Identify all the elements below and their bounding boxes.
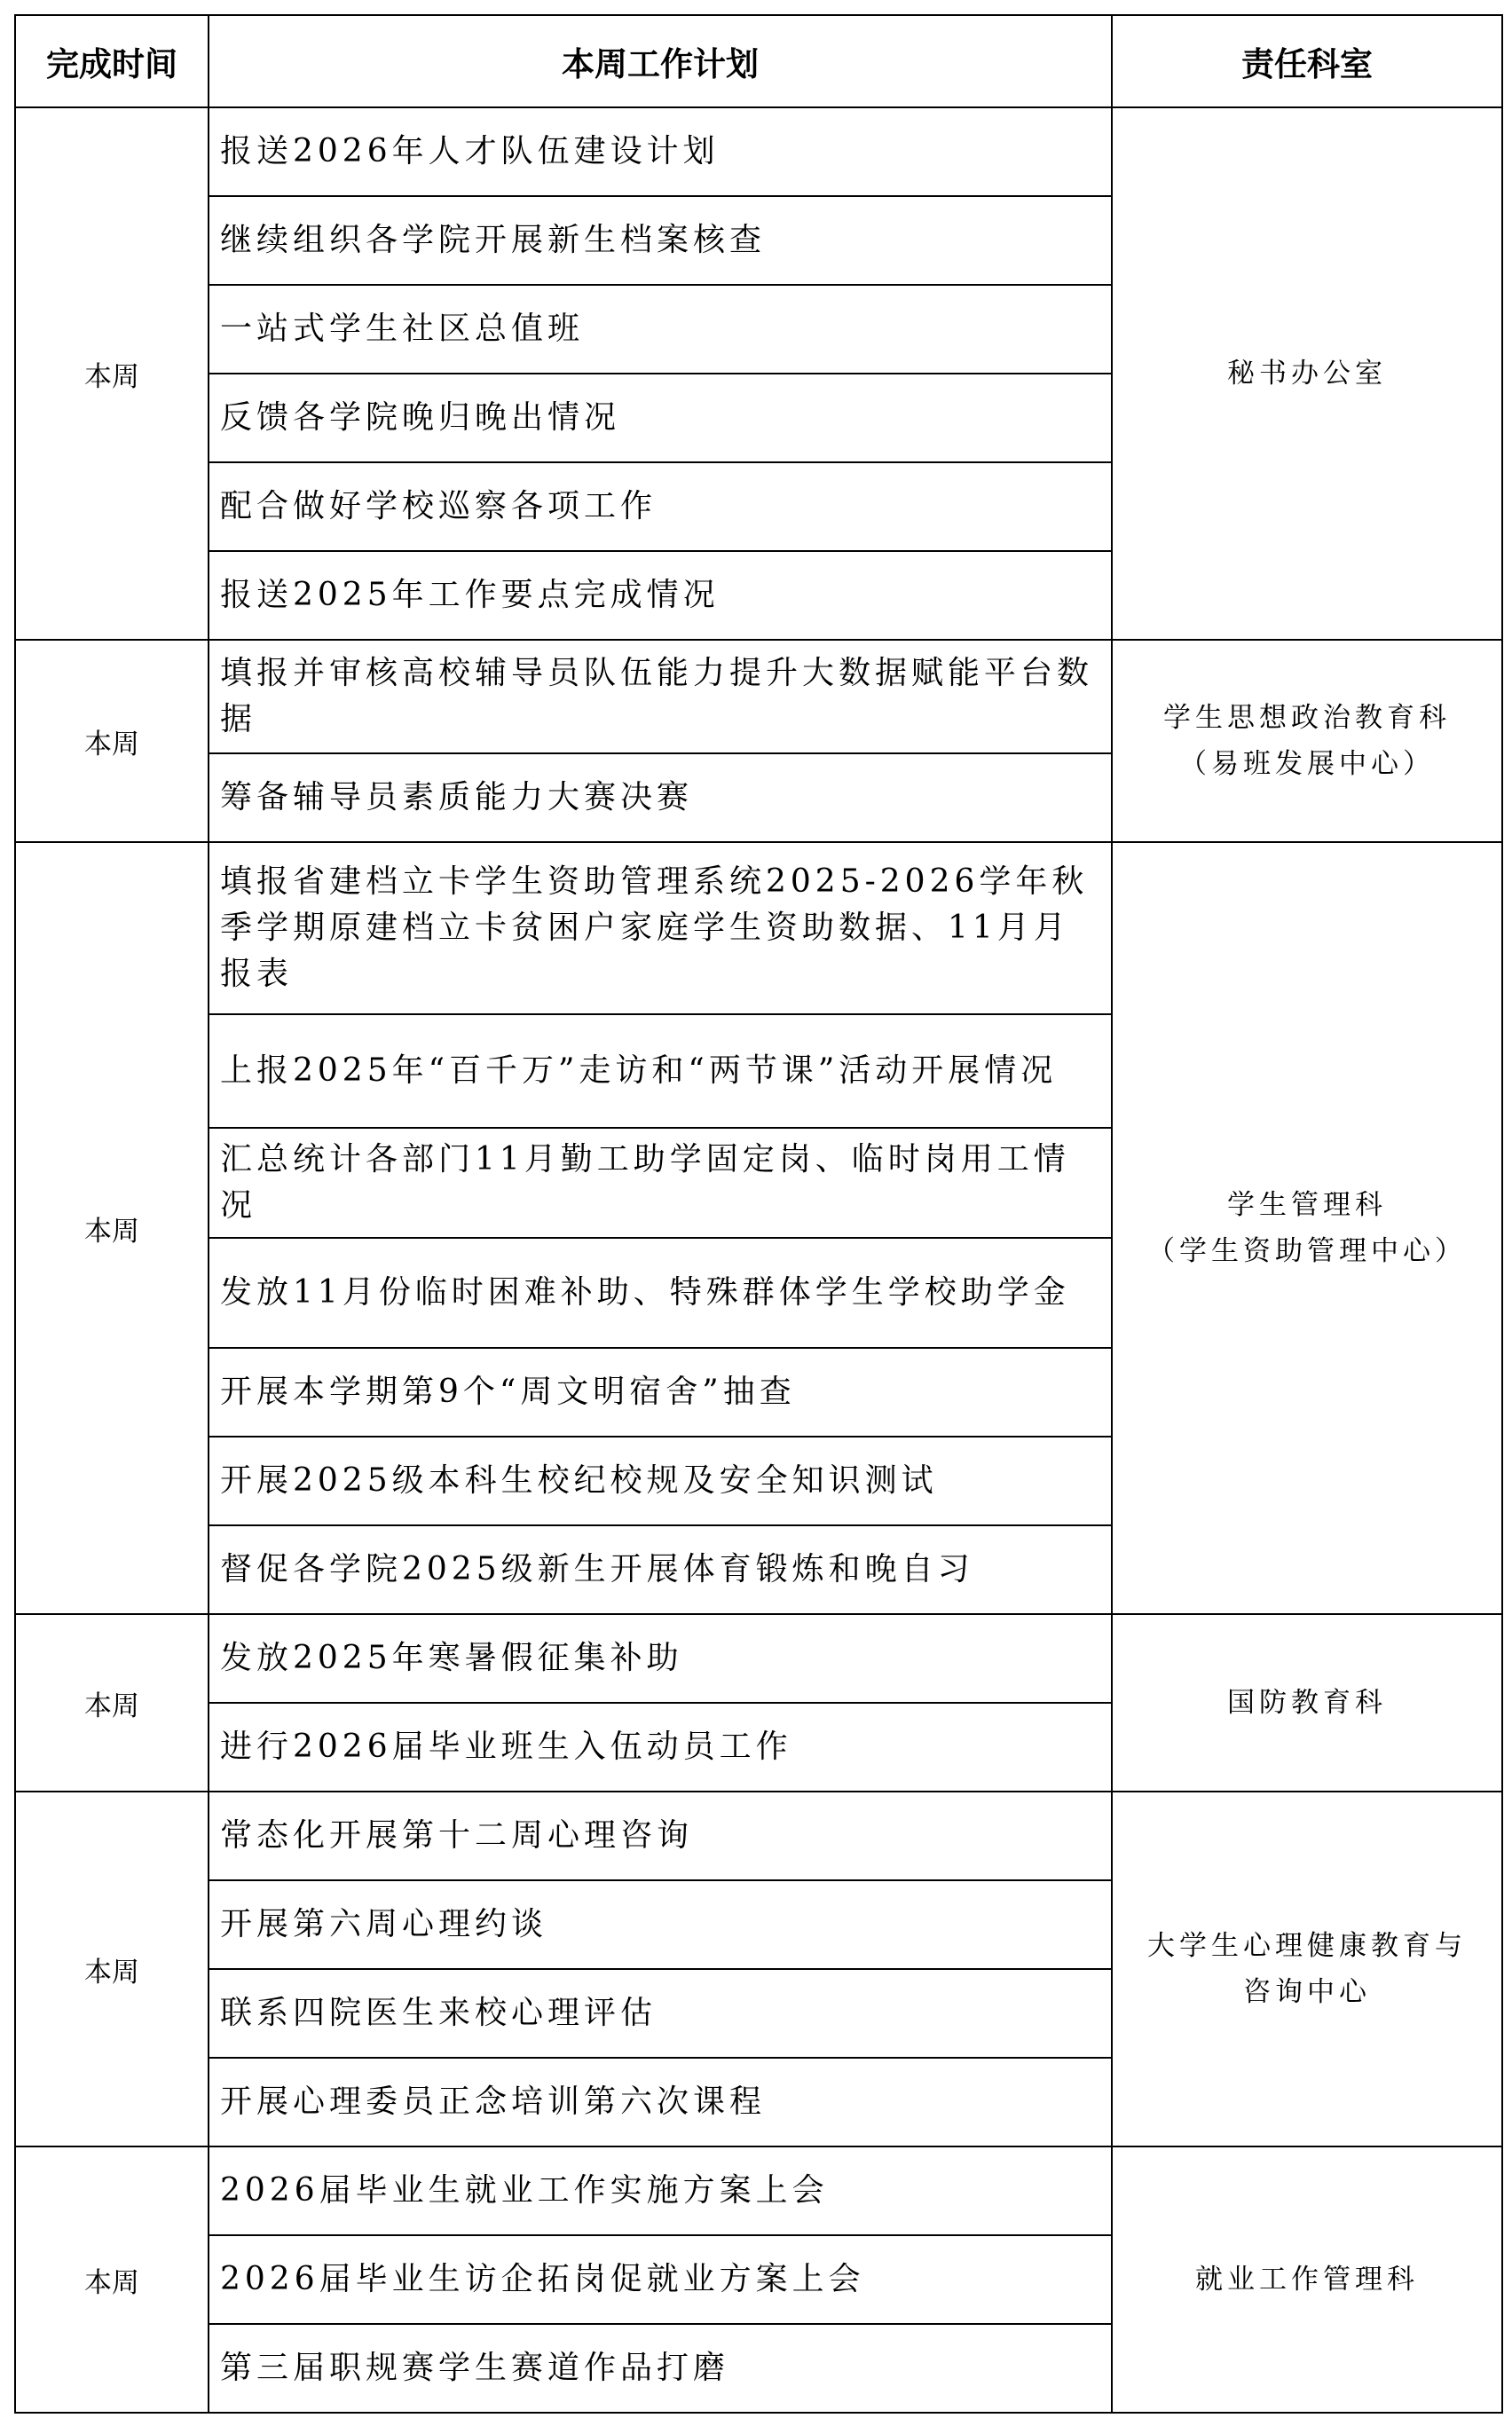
plan-item-cell: 发放11月份临时困难补助、特殊群体学生学校助学金: [209, 1238, 1112, 1348]
responsible-office-cell: [1112, 1792, 1502, 2146]
completion-time-cell: 本周: [15, 1614, 209, 1792]
plan-item-cell: 报送2026年人才队伍建设计划: [209, 107, 1112, 196]
office-name-line: 学生管理科: [1227, 1189, 1387, 1221]
header-weekly-plan: 本周工作计划: [209, 15, 1112, 107]
plan-item-cell: 配合做好学校巡察各项工作: [209, 462, 1112, 551]
table-row: [15, 640, 1502, 753]
plan-item-cell: 填报省建档立卡学生资助管理系统2025-2026学年秋季学期原建档立卡贫困户家庭学生资助数据、11月月报表: [209, 842, 1112, 1014]
office-name-line: 咨询中心: [1243, 1976, 1371, 2008]
completion-time-cell: 本周: [15, 2146, 209, 2413]
plan-item-cell: 常态化开展第十二周心理咨询: [209, 1792, 1112, 1880]
office-name-line: 大学生心理健康教育与: [1147, 1930, 1467, 1962]
completion-time-cell: 本周: [15, 1792, 209, 2146]
header-responsible-office: 责任科室: [1112, 15, 1502, 107]
completion-time-cell: 本周: [15, 107, 209, 640]
plan-item-cell: 填报并审核高校辅导员队伍能力提升大数据赋能平台数据: [209, 640, 1112, 753]
plan-item-cell: 上报2025年“百千万”走访和“两节课”活动开展情况: [209, 1014, 1112, 1128]
office-name-line: （易班发展中心）: [1179, 748, 1435, 780]
plan-item-cell: 进行2026届毕业班生入伍动员工作: [209, 1703, 1112, 1792]
plan-item-cell: 2026届毕业生访企拓岗促就业方案上会: [209, 2235, 1112, 2324]
plan-item-cell: 发放2025年寒暑假征集补助: [209, 1614, 1112, 1703]
responsible-office-cell: [1112, 1614, 1502, 1792]
office-name-line: 学生思想政治教育科: [1163, 702, 1451, 734]
completion-time-cell: 本周: [15, 640, 209, 842]
plan-item-cell: 反馈各学院晚归晚出情况: [209, 374, 1112, 462]
plan-item-cell: 汇总统计各部门11月勤工助学固定岗、临时岗用工情况: [209, 1128, 1112, 1238]
table-body: [15, 107, 1502, 2413]
plan-item-cell: 联系四院医生来校心理评估: [209, 1969, 1112, 2058]
work-plan-table: [14, 14, 1503, 2414]
responsible-office-cell: [1112, 2146, 1502, 2413]
plan-item-cell: 报送2025年工作要点完成情况: [209, 551, 1112, 640]
office-name-line: 秘书办公室: [1227, 358, 1387, 390]
plan-item-cell: 2026届毕业生就业工作实施方案上会: [209, 2146, 1112, 2235]
table-row: [15, 107, 1502, 196]
table-header-row: [15, 15, 1502, 107]
responsible-office-cell: [1112, 107, 1502, 640]
table-row: [15, 1792, 1502, 1880]
plan-item-cell: 开展2025级本科生校纪校规及安全知识测试: [209, 1437, 1112, 1525]
responsible-office-cell: [1112, 640, 1502, 842]
plan-item-cell: 开展心理委员正念培训第六次课程: [209, 2058, 1112, 2146]
table-row: [15, 2146, 1502, 2235]
header-completion-time: 完成时间: [15, 15, 209, 107]
plan-item-cell: 督促各学院2025级新生开展体育锻炼和晚自习: [209, 1525, 1112, 1614]
office-name-line: （学生资助管理中心）: [1147, 1235, 1467, 1267]
table-row: [15, 1614, 1502, 1703]
plan-item-cell: 开展第六周心理约谈: [209, 1880, 1112, 1969]
plan-item-cell: 开展本学期第9个“周文明宿舍”抽查: [209, 1348, 1112, 1437]
document-page: [14, 14, 1501, 2414]
office-name-line: 国防教育科: [1227, 1687, 1387, 1719]
plan-item-cell: 继续组织各学院开展新生档案核查: [209, 196, 1112, 285]
plan-item-cell: 一站式学生社区总值班: [209, 285, 1112, 374]
plan-item-cell: 第三届职规赛学生赛道作品打磨: [209, 2324, 1112, 2413]
completion-time-cell: 本周: [15, 842, 209, 1614]
table-row: [15, 842, 1502, 1014]
plan-item-cell: 筹备辅导员素质能力大赛决赛: [209, 753, 1112, 842]
responsible-office-cell: [1112, 842, 1502, 1614]
office-name-line: 就业工作管理科: [1195, 2264, 1419, 2296]
